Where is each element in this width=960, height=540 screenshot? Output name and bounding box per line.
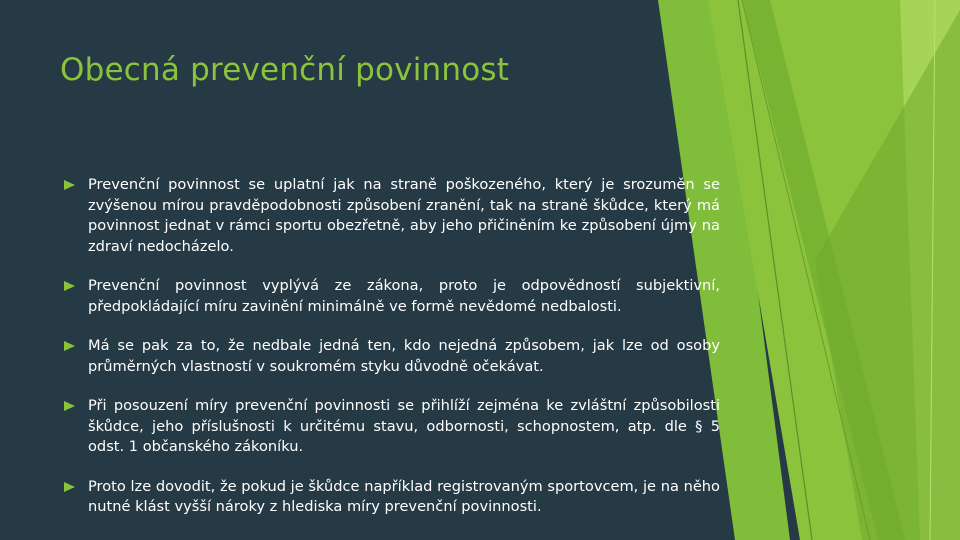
- triangle-bullet-icon: [64, 180, 75, 190]
- bullet-text: Má se pak za to, že nedbale jedná ten, kdo nejedná způsobem, jak lze od osoby průměrných vlastností v soukromém styku důvodně očekávat.: [88, 337, 720, 375]
- triangle-bullet-icon: [64, 281, 75, 291]
- bullet-item: [64, 336, 720, 377]
- bullet-item: [64, 396, 720, 458]
- slide-title: Obecná prevenční povinnost: [60, 52, 510, 88]
- bullet-text: Při posouzení míry prevenční povinnosti se přihlíží zejména ke zvláštní způsobilosti škůdce, jeho příslušnosti k určitému stavu, odbornosti, schopnostem, atp. dle § 5 odst. 1 občanského zákoníku.: [88, 397, 720, 455]
- bullet-text: Proto lze dovodit, že pokud je škůdce například registrovaným sportovcem, je na něho nutné klást vyšší nároky z hlediska míry prevenční povinnosti.: [88, 477, 720, 515]
- bullet-item: [64, 175, 720, 257]
- bullet-text: Prevenční povinnost vyplývá ze zákona, proto je odpovědností subjektivní, předpokládající míru zavinění minimálně ve formě nevědomé nedbalosti.: [88, 277, 720, 315]
- bullet-item: [64, 276, 720, 317]
- bullet-text: Prevenční povinnost se uplatní jak na straně poškozeného, který je srozuměn se zvýšenou mírou pravděpodobnosti způsobení zranění, tak na straně škůdce, který má povinnost jednat v rámci sportu obezřetně, aby jeho přičiněním ke způsobení újmy na zdraví nedocházelo.: [88, 176, 720, 255]
- bullet-list: [64, 175, 720, 537]
- triangle-bullet-icon: [64, 482, 75, 492]
- triangle-bullet-icon: [64, 341, 75, 351]
- triangle-bullet-icon: [64, 401, 75, 411]
- bullet-item: [64, 477, 720, 518]
